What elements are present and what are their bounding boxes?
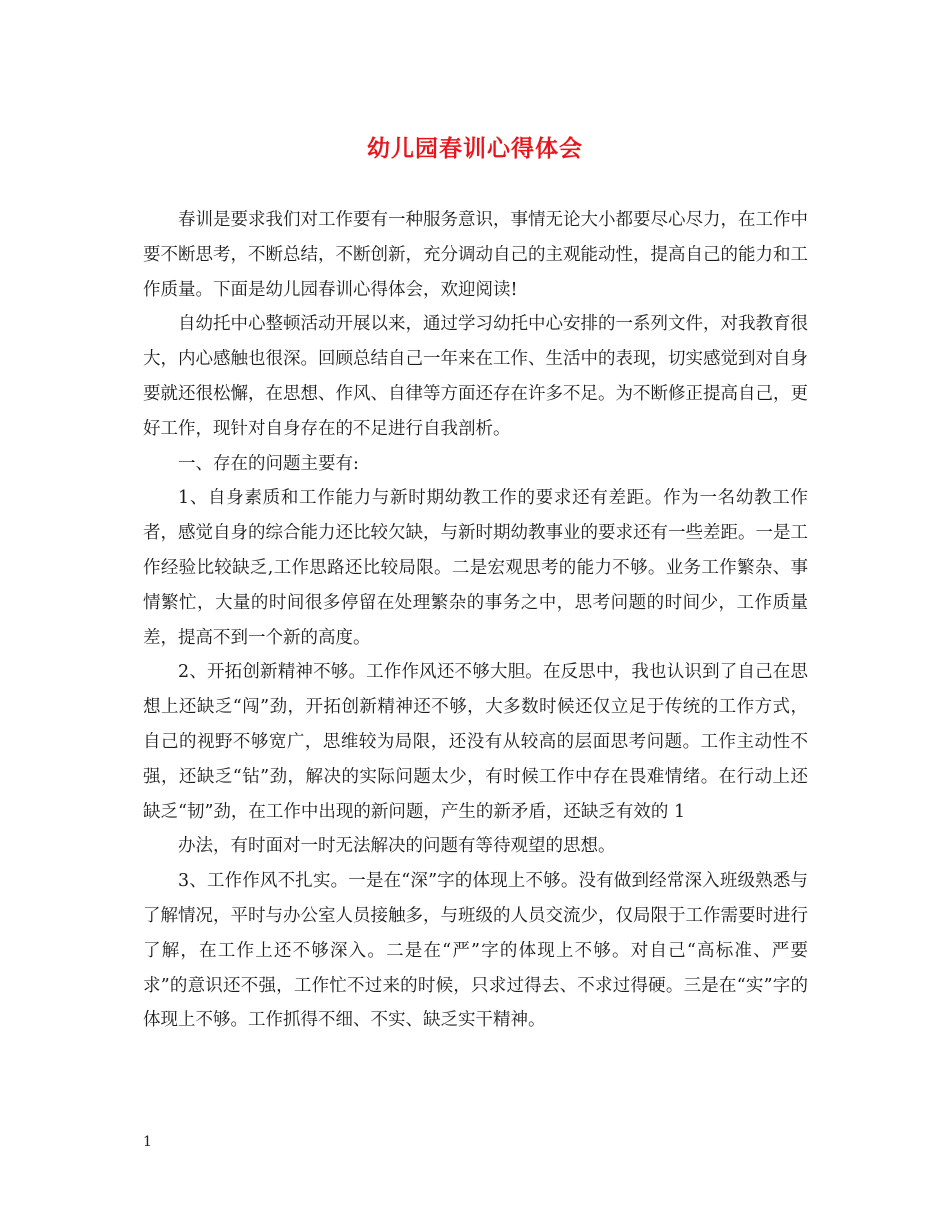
paragraph-problem-2: 2、开拓创新精神不够。工作作风还不够大胆。在反思中，我也认识到了自己在思想上还缺乏“闯”劲，开拓创新精神还不够，大多数时候还仅立足于传统的工作方式，自己的视野不够宽广，思维较为局限，还没有从较高的层面思考问题。工作主动性不强，还缺乏“钻”劲，解决的实际问题太少，有时候工作中存在畏难情绪。在行动上还缺乏“韧”劲，在工作中出现的新问题，产生的新矛盾，还缺乏有效的 1 xyxy=(143,662,808,822)
paragraph-intro: 春训是要求我们对工作要有一种服务意识，事情无论大小都要尽心尽力，在工作中要不断思考，不断总结，不断创新，充分调动自己的主观能动性，提高自己的能力和工作质量。下面是幼儿园春训心得体会，欢迎阅读! xyxy=(143,210,808,300)
paragraph-problem-3: 3、工作作风不扎实。一是在“深”字的体现上不够。没有做到经常深入班级熟悉与了解情况，平时与办公室人员接触多，与班级的人员交流少，仅局限于工作需要时进行了解，在工作上还不够深入。二是在“严”字的体现上不够。对自己“高标准、严要求”的意识还不强，工作忙不过来的时候，只求过得去、不求过得硬。三是在“实”字的体现上不够。工作抓得不细、不实、缺乏实干精神。 xyxy=(143,871,808,1031)
paragraph-problem-1: 1、自身素质和工作能力与新时期幼教工作的要求还有差距。作为一名幼教工作者，感觉自身的综合能力还比较欠缺，与新时期幼教事业的要求还有一些差距。一是工作经验比较缺乏,工作思路还比较局限。二是宏观思考的能力不够。业务工作繁杂、事情繁忙，大量的时间很多停留在处理繁杂的事务之中，思考问题的时间少，工作质量差，提高不到一个新的高度。 xyxy=(143,488,808,648)
section-heading-problems: 一、存在的问题主要有: xyxy=(178,453,359,474)
document-title: 幼儿园春训心得体会 xyxy=(367,135,583,162)
page-number: 1 xyxy=(143,1134,152,1150)
paragraph-problem-2-continued: 办法，有时面对一时无法解决的问题有等待观望的思想。 xyxy=(178,836,616,857)
document-body xyxy=(143,203,808,1038)
paragraph-background: 自幼托中心整顿活动开展以来，通过学习幼托中心安排的一系列文件，对我教育很大，内心感触也很深。回顾总结自己一年来在工作、生活中的表现，切实感觉到对自身要就还很松懈，在思想、作风、自律等方面还存在许多不足。为不断修正提高自己，更好工作，现针对自身存在的不足进行自我剖析。 xyxy=(143,314,808,439)
